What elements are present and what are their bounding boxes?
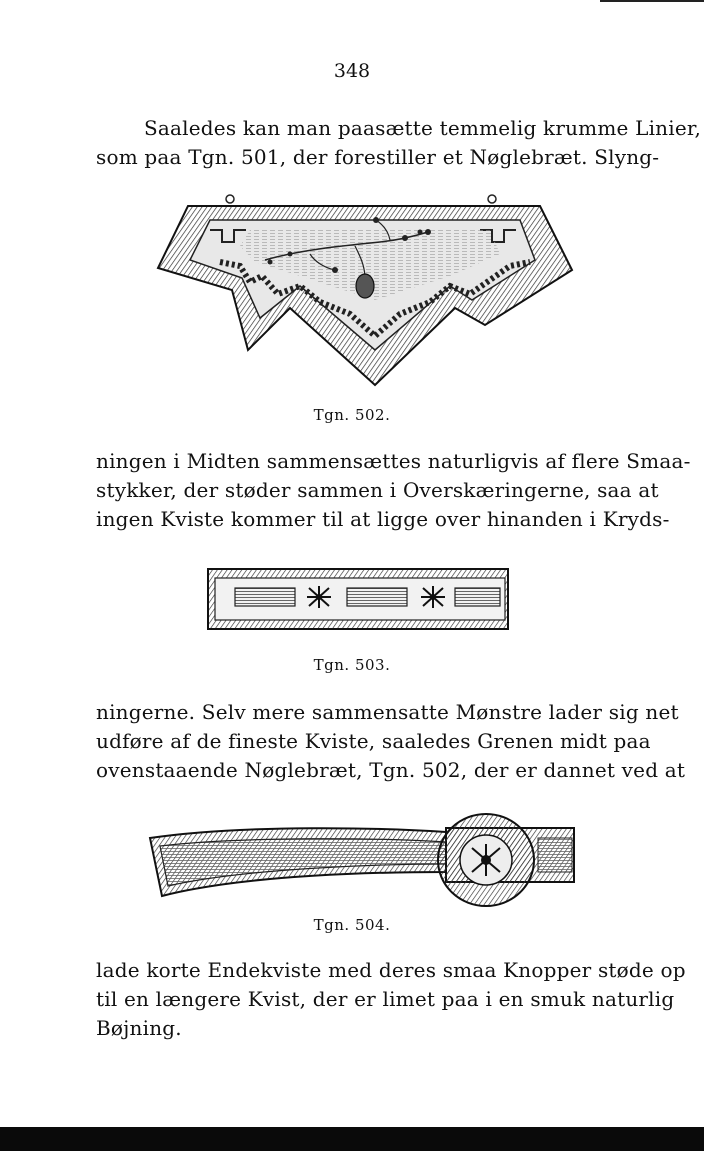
page-number: 348 [333, 60, 371, 82]
figure-caption: Tgn. 504. [313, 916, 391, 934]
text-line: som paa Tgn. 501, der forestiller et Nøglebræt. Slyng- [96, 145, 660, 169]
decorative-strip-illustration [205, 566, 521, 632]
text-line: Saaledes kan man paasætte temmelig krumme Linier, [144, 116, 702, 140]
paragraph-2 [96, 447, 691, 534]
scan-edge-bar [0, 1127, 704, 1151]
figure-caption: Tgn. 502. [313, 406, 391, 424]
text-line: stykker, der støder sammen i Overskæringerne, saa at [96, 478, 659, 502]
paragraph-4 [96, 956, 686, 1043]
text-line: Bøjning. [96, 1016, 182, 1040]
paragraph-1 [96, 114, 702, 172]
text-line: ningerne. Selv mere sammensatte Mønstre lader sig net [96, 700, 679, 724]
key-board-illustration [150, 190, 580, 400]
text-line: ningen i Midten sammensættes naturligvis af flere Smaa- [96, 449, 691, 473]
text-line: udføre af de fineste Kviste, saaledes Grenen midt paa [96, 729, 651, 753]
text-line: ingen Kviste kommer til at ligge over hinanden i Kryds- [96, 507, 670, 531]
paragraph-3 [96, 698, 686, 785]
text-line: til en længere Kvist, der er limet paa i en smuk naturlig [96, 987, 675, 1011]
page-edge-line [600, 0, 704, 2]
text-line: lade korte Endekviste med deres smaa Knopper støde op [96, 958, 686, 982]
figure-caption: Tgn. 503. [313, 656, 391, 674]
text-line: ovenstaaende Nøglebræt, Tgn. 502, der er dannet ved at [96, 758, 686, 782]
medallion-strip-illustration [146, 808, 578, 916]
